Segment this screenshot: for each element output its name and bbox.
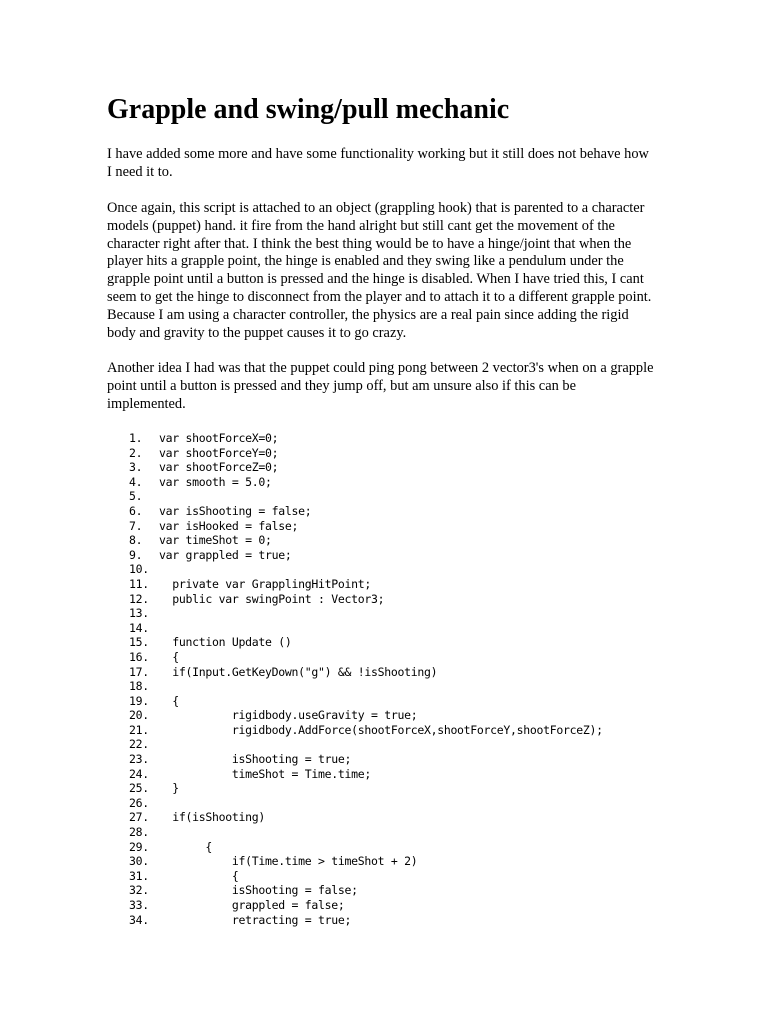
code-line: [129, 475, 603, 490]
code-text: grappled = false;: [159, 898, 345, 912]
code-line: [129, 606, 603, 621]
code-line: [129, 533, 603, 548]
code-line: [129, 825, 603, 840]
line-number: 27.: [129, 810, 149, 825]
code-text: if(Input.GetKeyDown("g") && !isShooting): [159, 664, 438, 679]
code-text: if(Time.time > timeShot + 2): [159, 854, 418, 869]
code-line: [129, 796, 603, 811]
line-number: 7.: [129, 518, 143, 533]
code-line: [129, 519, 603, 534]
line-number: 2.: [129, 445, 143, 460]
code-line: [129, 446, 603, 461]
code-text: function Update (): [159, 635, 292, 650]
line-number: 18.: [129, 679, 149, 694]
code-line: [129, 883, 603, 898]
line-number: 9.: [129, 547, 143, 562]
line-number: 29.: [129, 839, 149, 854]
code-text: public var swingPoint : Vector3;: [159, 591, 385, 606]
line-number: 1.: [129, 431, 143, 445]
line-number: 4.: [129, 474, 143, 489]
code-line: [129, 460, 603, 475]
code-line: [129, 854, 603, 869]
code-text: if(isShooting): [159, 810, 265, 825]
code-text: retracting = true;: [159, 912, 352, 927]
paragraph-description: Once again, this script is attached to an object (grappling hook) that is parented to a character models (puppet) hand. it fire from the hand alright but still cant get the movement of the character right after that. I think the best thing would be to have a hinge/joint that when the player hits a grapple point, the hinge is enabled and they swing like a pendulum under the grapple point until a button is pressed and the hinge is disabled. When I have tried this, I cant seem to get the hinge to disconnect from the player and to attach it to a different grapple point. Because I am using a character controller, the physics are a real pain since adding the rigid body and gravity to the puppet causes it to go crazy.: [107, 200, 652, 341]
line-number: 17.: [129, 664, 149, 679]
code-text: {: [159, 649, 179, 664]
line-number: 31.: [129, 868, 149, 883]
code-line: [129, 562, 603, 577]
line-number: 8.: [129, 533, 143, 548]
code-line: [129, 694, 603, 709]
code-line: [129, 504, 603, 519]
code-line: [129, 752, 603, 767]
code-text: {: [159, 868, 239, 883]
line-number: 33.: [129, 898, 149, 912]
code-line: [129, 592, 603, 607]
code-line: [129, 781, 603, 796]
paragraph-idea: Another idea I had was that the puppet could ping pong between 2 vector3's when on a grapple point until a button is pressed and they jump off, but am unsure also if this can be implemented.: [107, 360, 654, 412]
paragraph-intro: I have added some more and have some functionality working but it still does not behave how I need it to.: [107, 146, 649, 180]
code-line: [129, 737, 603, 752]
line-number: 5.: [129, 489, 143, 504]
code-line: [129, 840, 603, 855]
code-text: rigidbody.AddForce(shootForceX,shootForceY,shootForceZ);: [159, 722, 603, 737]
code-text: isShooting = false;: [159, 883, 358, 898]
line-number: 34.: [129, 912, 149, 927]
code-text: isShooting = true;: [159, 752, 352, 767]
line-number: 23.: [129, 752, 149, 767]
code-line: [129, 621, 603, 636]
line-number: 20.: [129, 708, 149, 723]
code-text: var timeShot = 0;: [159, 533, 272, 548]
code-line: [129, 577, 603, 592]
code-line: [129, 723, 603, 738]
code-line: [129, 650, 603, 665]
line-number: 22.: [129, 737, 149, 752]
code-text: var isShooting = false;: [159, 503, 312, 518]
line-number: 15.: [129, 635, 149, 650]
line-number: 32.: [129, 883, 149, 898]
line-number: 25.: [129, 781, 149, 796]
line-number: 24.: [129, 766, 149, 781]
code-line: [129, 898, 603, 913]
code-text: var shootForceY=0;: [159, 445, 279, 460]
line-number: 28.: [129, 825, 149, 840]
line-number: 16.: [129, 649, 149, 664]
code-text: {: [159, 839, 212, 854]
code-text: var smooth = 5.0;: [159, 474, 272, 489]
code-text: {: [159, 693, 179, 708]
line-number: 14.: [129, 620, 149, 635]
code-line: [129, 767, 603, 782]
line-number: 26.: [129, 795, 149, 810]
code-line: [129, 679, 603, 694]
code-line: [129, 708, 603, 723]
code-text: var grappled = true;: [159, 547, 292, 562]
code-line: [129, 913, 603, 928]
code-text: var shootForceX=0;: [159, 431, 279, 445]
code-line: [129, 548, 603, 563]
document-title: Grapple and swing/pull mechanic: [107, 94, 510, 125]
line-number: 12.: [129, 591, 149, 606]
line-number: 11.: [129, 576, 149, 591]
code-text: var isHooked = false;: [159, 518, 299, 533]
line-number: 19.: [129, 693, 149, 708]
line-number: 3.: [129, 460, 143, 475]
code-line: [129, 489, 603, 504]
line-number: 21.: [129, 722, 149, 737]
code-text: private var GrapplingHitPoint;: [159, 576, 371, 591]
code-text: var shootForceZ=0;: [159, 460, 279, 475]
line-number: 10.: [129, 562, 149, 577]
line-number: 6.: [129, 503, 143, 518]
code-text: }: [159, 781, 179, 796]
line-number: 30.: [129, 854, 149, 869]
code-line: [129, 431, 603, 446]
code-line: [129, 869, 603, 884]
code-listing: [129, 431, 603, 927]
line-number: 13.: [129, 606, 149, 621]
code-line: [129, 810, 603, 825]
code-text: timeShot = Time.time;: [159, 766, 371, 781]
code-line: [129, 665, 603, 680]
code-text: rigidbody.useGravity = true;: [159, 708, 418, 723]
code-line: [129, 635, 603, 650]
